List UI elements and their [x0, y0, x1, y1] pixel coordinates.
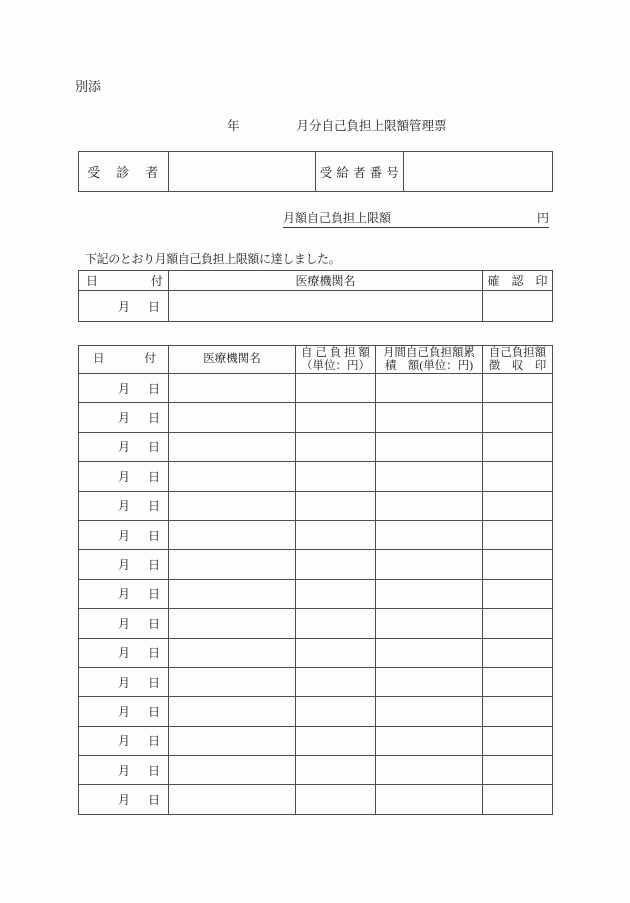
date-pair	[79, 527, 168, 544]
patient-label-cell	[79, 152, 169, 192]
month-label: 月	[117, 704, 130, 719]
day-label: 日	[147, 763, 160, 778]
collection-stamp-cell[interactable]	[483, 491, 553, 520]
stamp-header-line2: 徴 収 印	[488, 359, 547, 372]
date-pair	[79, 556, 168, 573]
payment-row	[79, 520, 553, 549]
payment-row	[79, 667, 553, 696]
confirmation-stamp-cell[interactable]	[483, 291, 553, 322]
institution-cell[interactable]	[169, 432, 296, 461]
copay-amount-cell[interactable]	[296, 785, 376, 814]
institution-cell[interactable]	[169, 374, 296, 403]
institution-cell[interactable]	[169, 756, 296, 785]
collection-stamp-cell[interactable]	[483, 609, 553, 638]
date-pair	[79, 791, 168, 808]
date-cell[interactable]	[79, 609, 169, 638]
copay-amount-cell[interactable]	[296, 726, 376, 755]
institution-cell[interactable]	[169, 462, 296, 491]
copay-amount-cell[interactable]	[296, 609, 376, 638]
cumulative-amount-cell[interactable]	[376, 697, 483, 726]
date-header	[79, 272, 168, 289]
copay-amount-cell[interactable]	[296, 374, 376, 403]
copay-amount-cell[interactable]	[296, 579, 376, 608]
day-label: 日	[147, 499, 160, 514]
day-label: 日	[147, 646, 160, 661]
date-pair	[79, 585, 168, 602]
collection-stamp-cell[interactable]	[483, 667, 553, 696]
date-cell[interactable]	[79, 785, 169, 814]
date-pair	[79, 298, 168, 315]
institution-cell[interactable]	[169, 403, 296, 432]
day-label: 日	[147, 381, 160, 396]
collection-stamp-cell[interactable]	[483, 374, 553, 403]
title-year-label: 年	[227, 119, 240, 133]
copay-amount-cell[interactable]	[296, 491, 376, 520]
payment-row	[79, 462, 553, 491]
stamp-header-cell	[483, 346, 553, 374]
collection-stamp-cell[interactable]	[483, 579, 553, 608]
collection-stamp-cell[interactable]	[483, 697, 553, 726]
institution-header-cell: 医療機関名	[169, 271, 483, 291]
copay-amount-cell[interactable]	[296, 667, 376, 696]
cumulative-amount-cell[interactable]	[376, 491, 483, 520]
day-label: 日	[147, 587, 160, 602]
date-cell[interactable]	[79, 726, 169, 755]
date-pair	[79, 380, 168, 397]
month-label: 月	[117, 616, 130, 631]
date-pair	[79, 762, 168, 779]
copay-amount-cell[interactable]	[296, 697, 376, 726]
collection-stamp-cell[interactable]	[483, 550, 553, 579]
institution-cell[interactable]	[169, 491, 296, 520]
date-pair	[79, 703, 168, 720]
date-pair	[79, 644, 168, 661]
payment-row	[79, 403, 553, 432]
institution-header-cell: 医療機関名	[169, 346, 296, 374]
date-cell[interactable]	[79, 432, 169, 461]
payment-row	[79, 432, 553, 461]
cumulative-header-line2: 積 額(単位：円)	[384, 359, 474, 372]
limit-reached-table	[78, 270, 553, 322]
day-label: 日	[147, 299, 160, 314]
institution-cell[interactable]	[169, 697, 296, 726]
institution-cell[interactable]	[169, 726, 296, 755]
institution-cell[interactable]	[169, 638, 296, 667]
recipient-number-label: 受 給 者 番 号	[319, 165, 400, 180]
day-label: 日	[147, 469, 160, 484]
date-cell[interactable]	[79, 667, 169, 696]
date-pair	[79, 409, 168, 426]
attachment-label: 別添	[75, 79, 102, 94]
copay-amount-cell[interactable]	[296, 403, 376, 432]
confirmation-stamp-header-cell: 確 認 印	[483, 271, 553, 291]
month-label: 月	[117, 646, 130, 661]
month-label: 月	[117, 469, 130, 484]
date-cell[interactable]	[79, 550, 169, 579]
date-pair	[79, 497, 168, 514]
cumulative-amount-cell[interactable]	[376, 667, 483, 696]
day-label: 日	[147, 675, 160, 690]
collection-stamp-cell[interactable]	[483, 756, 553, 785]
payment-record-table	[78, 345, 553, 815]
month-label: 月	[117, 558, 130, 573]
patient-label: 受 診 者	[87, 165, 160, 180]
payment-row	[79, 697, 553, 726]
copay-amount-cell[interactable]	[296, 520, 376, 549]
recipient-number-label-cell	[316, 152, 404, 192]
date-pair	[79, 674, 168, 691]
payment-row	[79, 491, 553, 520]
payment-row	[79, 579, 553, 608]
date-cell[interactable]	[79, 579, 169, 608]
institution-cell[interactable]	[169, 550, 296, 579]
limit-reached-header-row	[79, 271, 553, 291]
date-cell[interactable]	[79, 697, 169, 726]
monthly-limit-label: 月額自己負担上限額	[283, 211, 392, 225]
institution-cell[interactable]	[169, 609, 296, 638]
payment-row	[79, 550, 553, 579]
day-label: 日	[147, 411, 160, 426]
stamp-header-line1: 自己負担額	[488, 346, 547, 359]
payment-row	[79, 638, 553, 667]
copay-amount-cell[interactable]	[296, 462, 376, 491]
patient-info-row	[79, 152, 553, 192]
date-header	[79, 353, 168, 366]
day-header-label: 日	[86, 274, 99, 288]
copay-amount-cell[interactable]	[296, 756, 376, 785]
copay-amount-cell[interactable]	[296, 432, 376, 461]
day-label: 日	[147, 793, 160, 808]
date-cell[interactable]	[79, 291, 169, 322]
cumulative-header-cell	[376, 346, 483, 374]
cumulative-amount-cell[interactable]	[376, 550, 483, 579]
day-label: 日	[147, 440, 160, 455]
limit-reached-notice: 下記のとおり月額自己負担上限額に達しました。	[85, 252, 341, 266]
date-cell[interactable]	[79, 638, 169, 667]
cumulative-amount-cell[interactable]	[376, 579, 483, 608]
month-label: 月	[117, 587, 130, 602]
collection-stamp-cell[interactable]	[483, 403, 553, 432]
date-header-label: 付	[144, 353, 156, 365]
date-pair	[79, 732, 168, 749]
cumulative-amount-cell[interactable]	[376, 726, 483, 755]
cumulative-amount-cell[interactable]	[376, 374, 483, 403]
day-label: 日	[147, 558, 160, 573]
payment-row	[79, 785, 553, 814]
payment-row	[79, 374, 553, 403]
copay-amount-cell[interactable]	[296, 638, 376, 667]
month-label: 月	[117, 528, 130, 543]
institution-cell[interactable]	[169, 291, 483, 322]
date-pair	[79, 438, 168, 455]
monthly-limit-unit-label: 円	[536, 211, 549, 225]
day-label: 日	[147, 704, 160, 719]
cumulative-amount-cell[interactable]	[376, 432, 483, 461]
day-label: 日	[147, 528, 160, 543]
payment-header-row	[79, 346, 553, 374]
day-header-label: 日	[93, 353, 105, 365]
date-cell[interactable]	[79, 520, 169, 549]
day-label: 日	[147, 734, 160, 749]
page-title	[227, 116, 447, 134]
cumulative-amount-cell[interactable]	[376, 785, 483, 814]
month-label: 月	[117, 793, 130, 808]
collection-stamp-cell[interactable]	[483, 462, 553, 491]
date-cell[interactable]	[79, 462, 169, 491]
cumulative-amount-cell[interactable]	[376, 462, 483, 491]
payment-table-body	[79, 374, 553, 815]
month-label: 月	[117, 381, 130, 396]
payment-row	[79, 756, 553, 785]
copay-header-line1: 自 己 負 担 額	[301, 346, 370, 359]
month-label: 月	[117, 499, 130, 514]
payment-row	[79, 609, 553, 638]
cumulative-amount-cell[interactable]	[376, 609, 483, 638]
collection-stamp-cell[interactable]	[483, 785, 553, 814]
institution-cell[interactable]	[169, 579, 296, 608]
cumulative-amount-cell[interactable]	[376, 756, 483, 785]
cumulative-amount-cell[interactable]	[376, 403, 483, 432]
cumulative-header-line1: 月間自己負担額累	[383, 346, 475, 359]
collection-stamp-cell[interactable]	[483, 520, 553, 549]
month-label: 月	[117, 299, 130, 314]
date-cell[interactable]	[79, 374, 169, 403]
payment-row	[79, 726, 553, 755]
copay-header-cell	[296, 346, 376, 374]
collection-stamp-cell[interactable]	[483, 726, 553, 755]
copay-header-line2: （単位：円）	[301, 359, 370, 372]
cumulative-amount-cell[interactable]	[376, 520, 483, 549]
month-label: 月	[117, 763, 130, 778]
institution-cell[interactable]	[169, 785, 296, 814]
limit-reached-row	[79, 291, 553, 322]
recipient-number-cell[interactable]	[404, 152, 553, 192]
cumulative-amount-cell[interactable]	[376, 638, 483, 667]
date-header-label: 付	[150, 274, 163, 288]
collection-stamp-cell[interactable]	[483, 432, 553, 461]
patient-name-cell[interactable]	[169, 152, 316, 192]
date-cell[interactable]	[79, 491, 169, 520]
collection-stamp-cell[interactable]	[483, 638, 553, 667]
date-header-cell	[79, 346, 169, 374]
patient-info-table	[78, 151, 553, 192]
month-label: 月	[117, 734, 130, 749]
month-label: 月	[117, 675, 130, 690]
month-label: 月	[117, 440, 130, 455]
monthly-limit-field[interactable]	[283, 210, 549, 228]
title-main-label: 月分自己負担上限額管理票	[296, 119, 447, 133]
day-label: 日	[147, 616, 160, 631]
institution-cell[interactable]	[169, 667, 296, 696]
month-label: 月	[117, 411, 130, 426]
date-cell[interactable]	[79, 403, 169, 432]
institution-cell[interactable]	[169, 520, 296, 549]
date-pair	[79, 468, 168, 485]
date-cell[interactable]	[79, 756, 169, 785]
date-header-cell	[79, 271, 169, 291]
date-pair	[79, 615, 168, 632]
copay-amount-cell[interactable]	[296, 550, 376, 579]
